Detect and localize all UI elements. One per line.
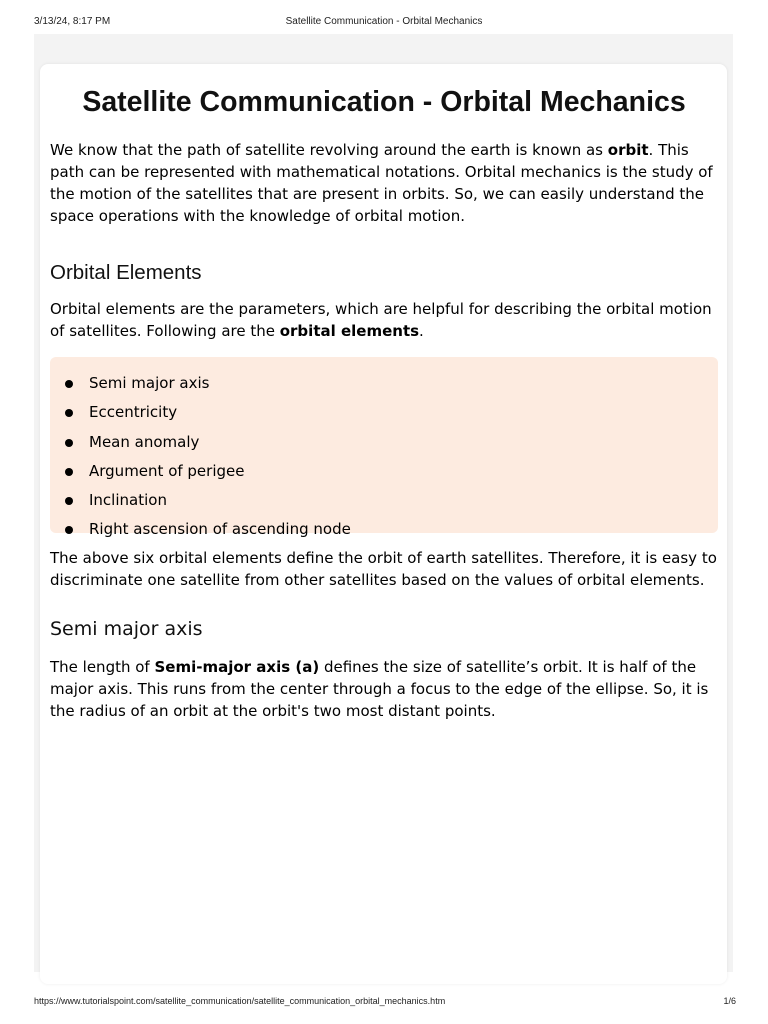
list-item xyxy=(50,486,718,515)
print-header xyxy=(0,16,768,30)
semi-major-axis-paragraph xyxy=(50,656,718,722)
list-item xyxy=(50,398,718,427)
orbital-elements-text-start: Orbital elements are the parameters, which are helpful for describing the orbital motion of satellites. Following are the xyxy=(50,300,712,340)
bullet-icon xyxy=(65,468,73,476)
orbital-elements-list xyxy=(50,369,718,545)
list-item xyxy=(50,428,718,457)
bullet-icon xyxy=(65,497,73,505)
article-content xyxy=(50,84,718,722)
list-item xyxy=(50,369,718,398)
intro-paragraph xyxy=(50,139,718,227)
bullet-icon xyxy=(65,409,73,417)
bullet-icon xyxy=(65,526,73,534)
print-page-title: Satellite Communication - Orbital Mechanics xyxy=(285,16,483,27)
page-number: 1/6 xyxy=(723,996,736,1006)
orbital-elements-summary: The above six orbital elements define the orbit of earth satellites. Therefore, it is easy to discriminate one satellite from other satellites based on the values of orbital elements. xyxy=(50,549,717,589)
intro-text-end: . This path can be represented with mathematical notations. Orbital mechanics is the study of the motion of the satellites that are present in orbits. So, we can easily understand the space operations with the knowledge of orbital motion. xyxy=(50,141,713,225)
list-item xyxy=(50,457,718,486)
orbital-elements-text-end: . xyxy=(419,322,424,340)
semi-major-axis-text-start: The length of xyxy=(50,658,155,676)
list-item-label: Argument of perigee xyxy=(89,461,245,480)
semi-major-axis-heading: Semi major axis xyxy=(50,618,203,640)
bullet-icon xyxy=(65,380,73,388)
orbital-elements-heading: Orbital Elements xyxy=(50,261,202,284)
print-datetime: 3/13/24, 8:17 PM xyxy=(34,16,111,27)
orbital-elements-paragraph xyxy=(50,298,718,342)
intro-text-start: We know that the path of satellite revolving around the earth is known as xyxy=(50,141,608,159)
orbital-elements-list-box xyxy=(50,357,718,539)
list-item-label: Right ascension of ascending node xyxy=(89,520,351,539)
orbital-elements-bold-term: orbital elements xyxy=(279,322,420,340)
bullet-icon xyxy=(65,439,73,447)
list-item xyxy=(50,515,718,544)
print-footer xyxy=(0,996,768,1010)
semi-major-axis-text-end: defines the size of satellite’s orbit. It is half of the major axis. This runs from the center through a focus to the edge of the ellipse. So, it is the radius of an orbit at the orbit's two most distant points. xyxy=(50,658,709,720)
list-item-label: Semi major axis xyxy=(89,374,210,392)
list-item-label: Eccentricity xyxy=(89,403,178,422)
page-url: https://www.tutorialspoint.com/satellite_communication/satellite_communication_orbital_mechanics.htm xyxy=(34,996,446,1006)
page-title: Satellite Communication - Orbital Mechanics xyxy=(82,86,686,118)
list-item-label: Mean anomaly xyxy=(89,432,200,451)
semi-major-axis-bold-term: Semi-major axis (a) xyxy=(154,658,320,676)
list-item-label: Inclination xyxy=(89,491,167,510)
intro-bold-term: orbit xyxy=(607,141,649,159)
